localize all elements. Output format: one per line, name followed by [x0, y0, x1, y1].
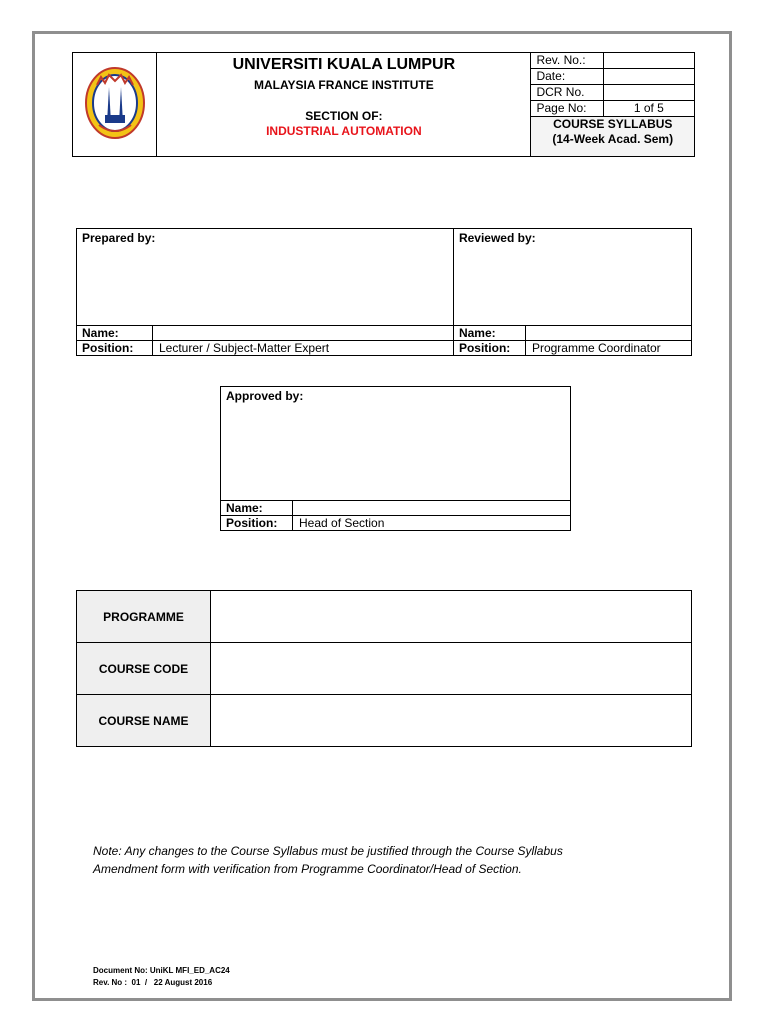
prepared-by-label: Prepared by:: [77, 229, 454, 326]
approved-name-field[interactable]: [293, 501, 571, 516]
university-name: UNIVERSITI KUALA LUMPUR: [232, 56, 456, 73]
reviewed-position-label: Position:: [453, 341, 525, 356]
date-value: [603, 69, 694, 85]
institute-name: MALAYSIA FRANCE INSTITUTE: [253, 78, 434, 92]
programme-field[interactable]: [211, 591, 692, 643]
approved-position-value: Head of Section: [293, 516, 571, 531]
document-number: Document No: UniKL MFI_ED_AC24: [93, 966, 230, 975]
reviewed-position-value: Programme Coordinator: [525, 341, 691, 356]
syllabus-subtitle: (14-Week Acad. Sem): [552, 132, 674, 146]
course-info-table: [76, 590, 692, 747]
prepared-name-field[interactable]: [153, 326, 454, 341]
page-no-value: 1 of 5: [603, 101, 694, 117]
approved-by-label: Approved by:: [221, 387, 571, 501]
prepared-reviewed-table: [76, 228, 692, 356]
approved-name-label: Name:: [221, 501, 293, 516]
reviewed-name-label: Name:: [453, 326, 525, 341]
course-code-label: COURSE CODE: [77, 643, 211, 695]
section-name: INDUSTRIAL AUTOMATION: [266, 124, 422, 138]
rev-no-value: [603, 53, 694, 69]
section-label: SECTION OF:: [305, 109, 383, 123]
dcr-no-label: DCR No.: [531, 85, 603, 101]
course-code-field[interactable]: [211, 643, 692, 695]
title-cell: [157, 53, 531, 157]
note-line-2: Amendment form with verification from Programme Coordinator/Head of Section.: [93, 862, 522, 876]
dcr-no-value: [603, 85, 694, 101]
page-no-label: Page No:: [531, 101, 603, 117]
rev-no-label: Rev. No.:: [531, 53, 603, 69]
programme-label: PROGRAMME: [77, 591, 211, 643]
prepared-name-label: Name:: [77, 326, 153, 341]
prepared-position-label: Position:: [77, 341, 153, 356]
syllabus-title-cell: [531, 117, 695, 157]
reviewed-by-label: Reviewed by:: [453, 229, 691, 326]
date-label: Date:: [531, 69, 603, 85]
prepared-position-value: Lecturer / Subject-Matter Expert: [153, 341, 454, 356]
approved-table: [220, 386, 571, 531]
revision-number: Rev. No : 01 / 22 August 2016: [93, 978, 213, 987]
logo-cell: [73, 53, 157, 157]
document-footer: [93, 965, 230, 989]
note-line-1: Note: Any changes to the Course Syllabus must be justified through the Course Syllabus: [93, 844, 563, 858]
reviewed-name-field[interactable]: [525, 326, 691, 341]
amendment-note: [93, 842, 653, 878]
approved-position-label: Position:: [221, 516, 293, 531]
course-name-field[interactable]: [211, 695, 692, 747]
syllabus-title: COURSE SYLLABUS: [553, 117, 673, 131]
unikl-logo: [83, 65, 147, 141]
document-header: [72, 52, 695, 157]
course-name-label: COURSE NAME: [77, 695, 211, 747]
